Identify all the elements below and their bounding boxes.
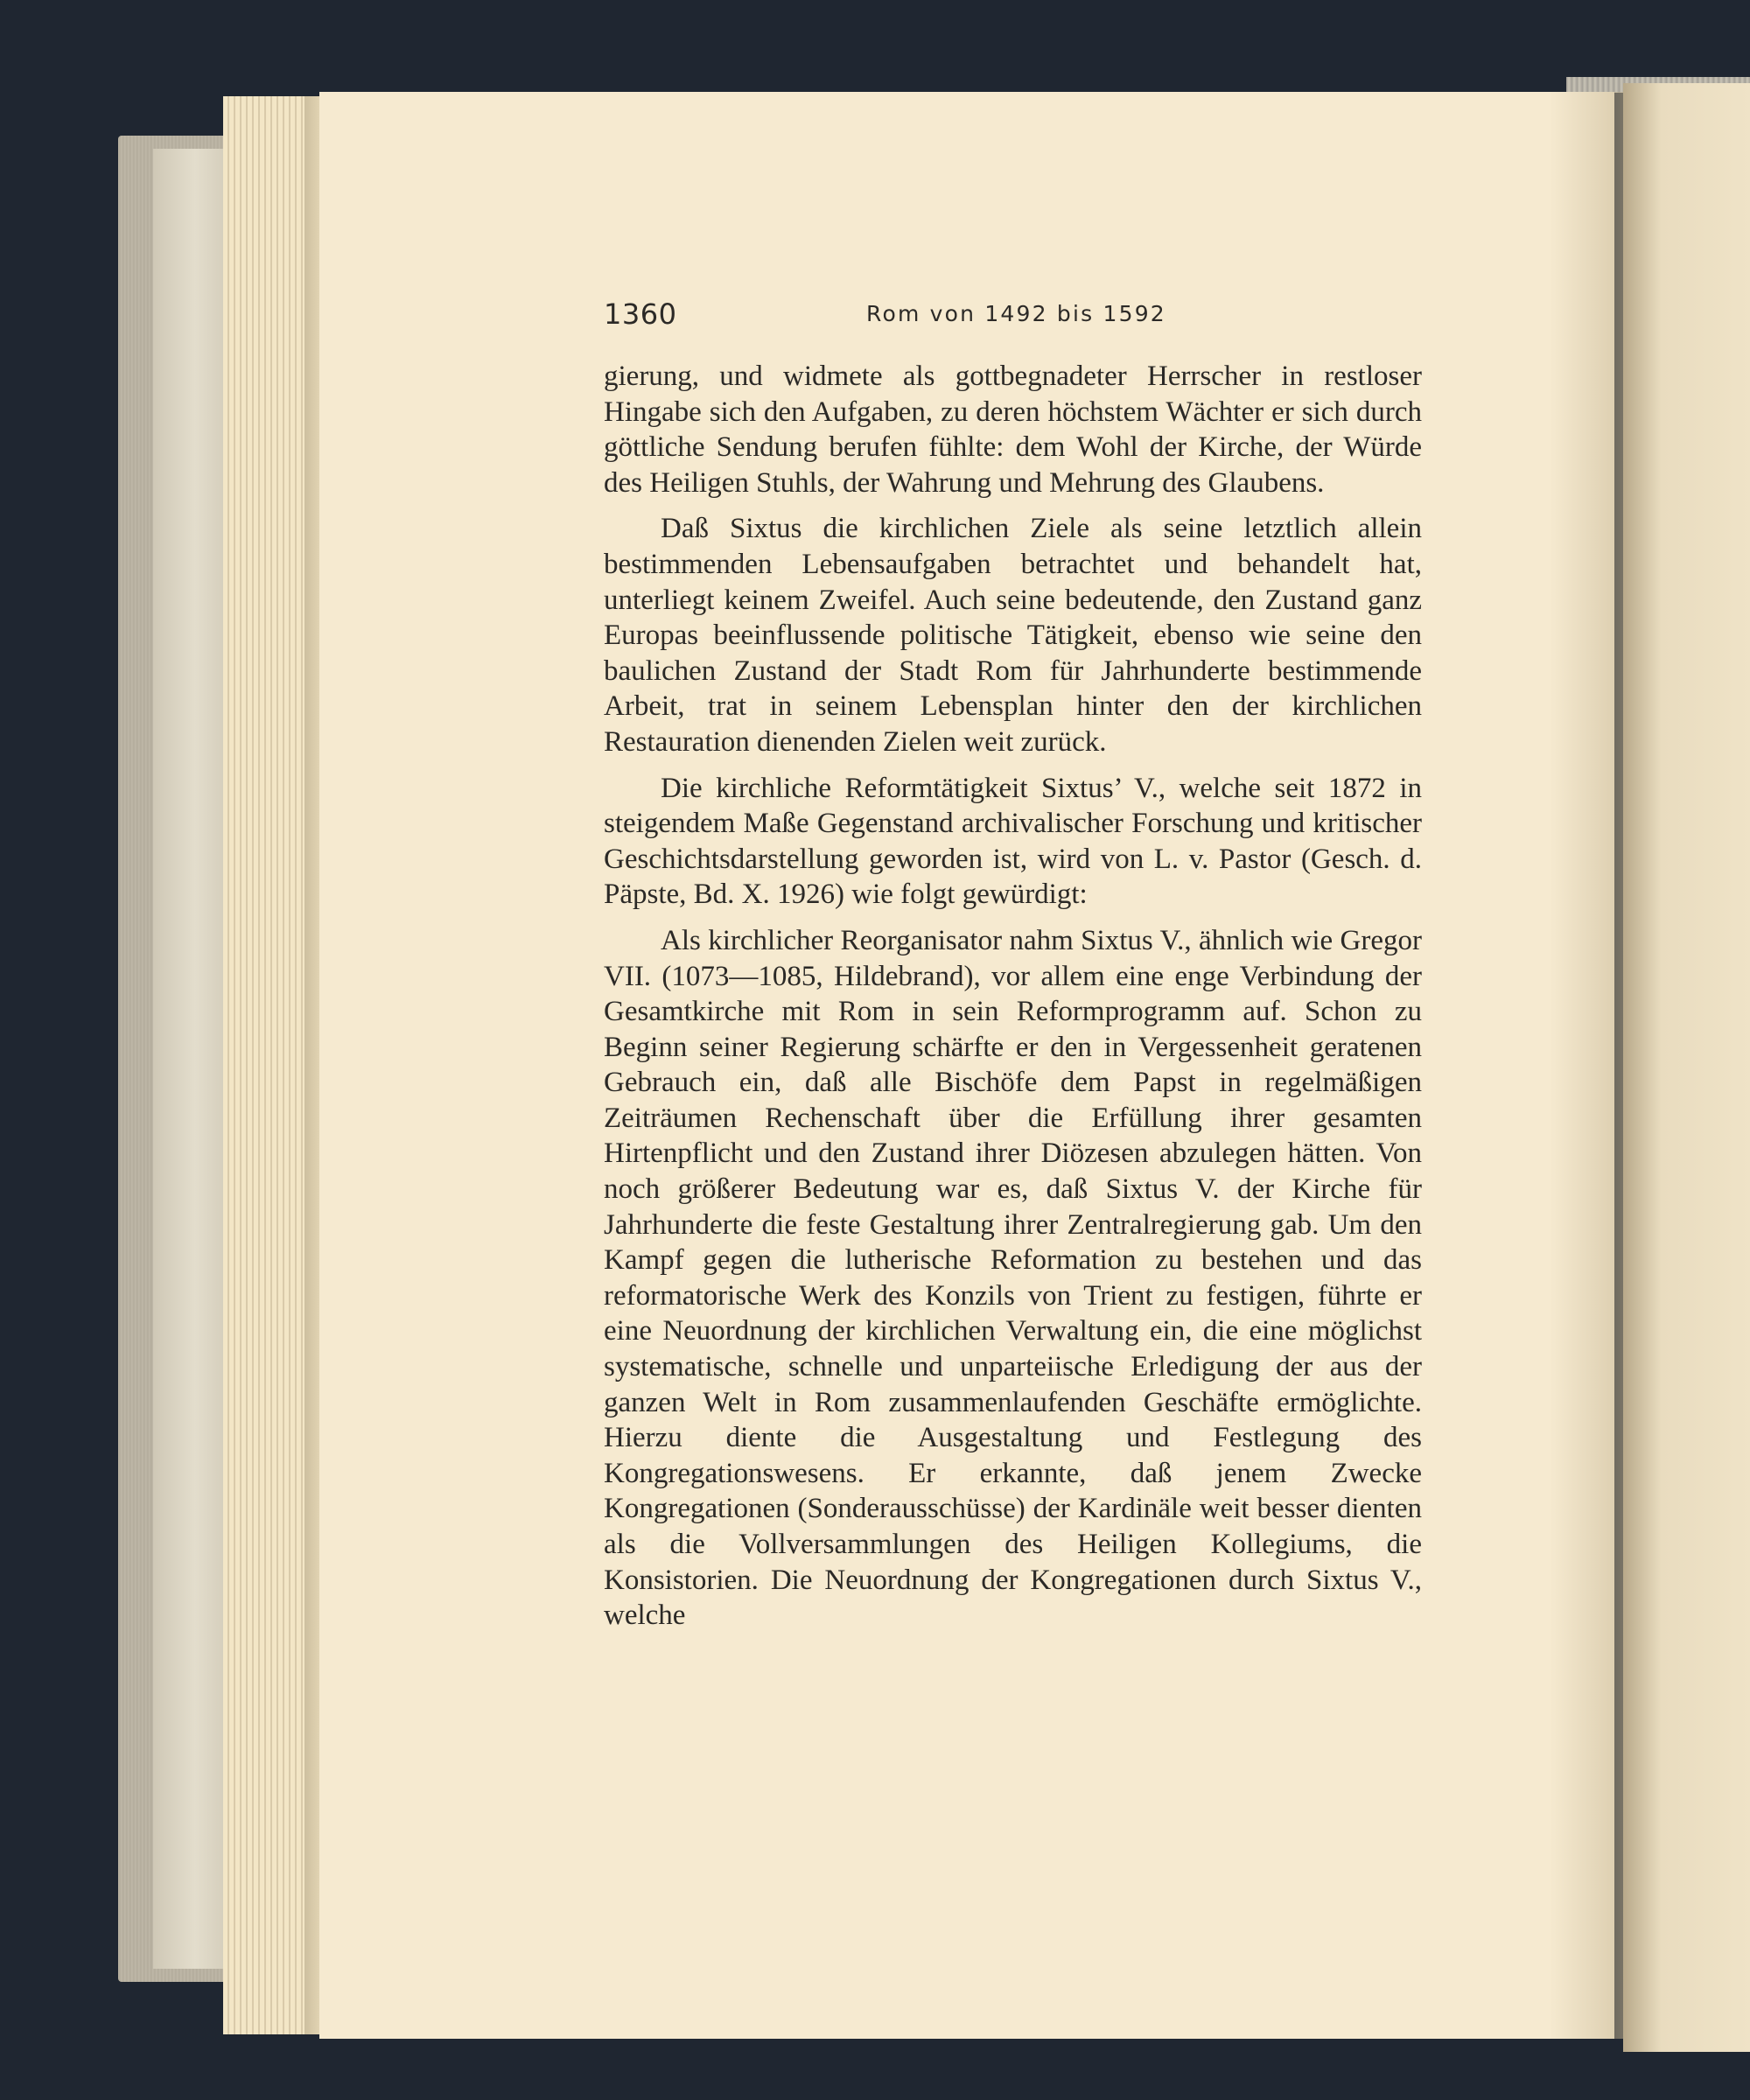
page-gutter-shadow bbox=[1549, 92, 1623, 2039]
page-number: 1360 bbox=[604, 298, 677, 331]
paragraph-continuation: gierung, und widmete als gottbegnadeter Herrscher in restloser Hingabe sich den Aufgaben, zu deren höchstem Wächter er sich durch göttliche Sendung berufen fühlte: dem Wohl der Kirche, der Würde des Heiligen Stuhls, der Wahrung und Mehrung des Glaubens. bbox=[604, 360, 1422, 499]
paragraph-quotation: Als kirchlicher Reorganisator nahm Sixtus V., ähnlich wie Gregor VII. (1073—1085, Hildebrand), vor allem eine enge Verbindung der Gesamtkirche mit Rom in sein Reformprogramm auf. Schon zu Beginn seiner Regierung schärfte er den in Vergessenheit geratenen Gebrauch ein, daß alle Bischöfe dem Papst in regelmäßigen Zeiträumen Rechenschaft über die Erfüllung ihrer gesamten Hirtenpflicht und den Zustand ihrer Diözesen abzulegen hätten. Von noch größerer Bedeutung war es, daß Sixtus V. der Kirche für Jahrhunderte die feste Gestaltung ihrer Zentralregierung gab. Um den Kampf gegen die lutherische Reformation zu bestehen und das reformatorische Werk des Konzils von Trient zu festigen, führte er eine Neuordnung der kirchlichen Verwaltung ein, die eine möglichst systematische, schnelle und unparteiische Erledigung der aus der ganzen Welt in Rom zusammenlaufenden Geschäfte ermöglichte. Hierzu diente die Ausgestaltung und Festlegung des Kongregationswesens. Er erkannte, daß jenem Zwecke Kongregationen (Sonderausschüsse) der Kardinäle weit besser dienten als die Vollversammlungen des Heiligen Kollegiums, die Konsistorien. Die Neuordnung der Kongregationen durch Sixtus V., welche bbox=[604, 924, 1422, 1632]
paragraph: Daß Sixtus die kirchlichen Ziele als seine letztlich allein bestimmenden Lebensaufgaben betrachtet und behandelt hat, unterliegt keinem Zweifel. Auch seine bedeutende, den Zustand ganz Europas beeinflussende politische Tätigkeit, ebenso wie seine den baulichen Zustand der Stadt Rom für Jahrhunderte bestimmende Arbeit, trat in seinem Lebensplan hinter den der kirchlichen Restauration dienenden Zielen weit zurück. bbox=[604, 513, 1422, 758]
running-head bbox=[604, 298, 1426, 341]
body-text bbox=[604, 359, 1422, 1634]
facing-page bbox=[1623, 83, 1750, 2052]
running-title: Rom von 1492 bis 1592 bbox=[866, 301, 1166, 326]
paragraph: Die kirchliche Reformtätigkeit Sixtus’ V., welche seit 1872 in steigendem Maße Gegenstand archivalischer Forschung und kritischer Geschichtsdarstellung geworden ist, wird von L. v. Pastor (Gesch. d. Päpste, Bd. X. 1926) wie folgt gewürdigt: bbox=[604, 772, 1422, 911]
book-cover-edge bbox=[153, 149, 223, 1969]
